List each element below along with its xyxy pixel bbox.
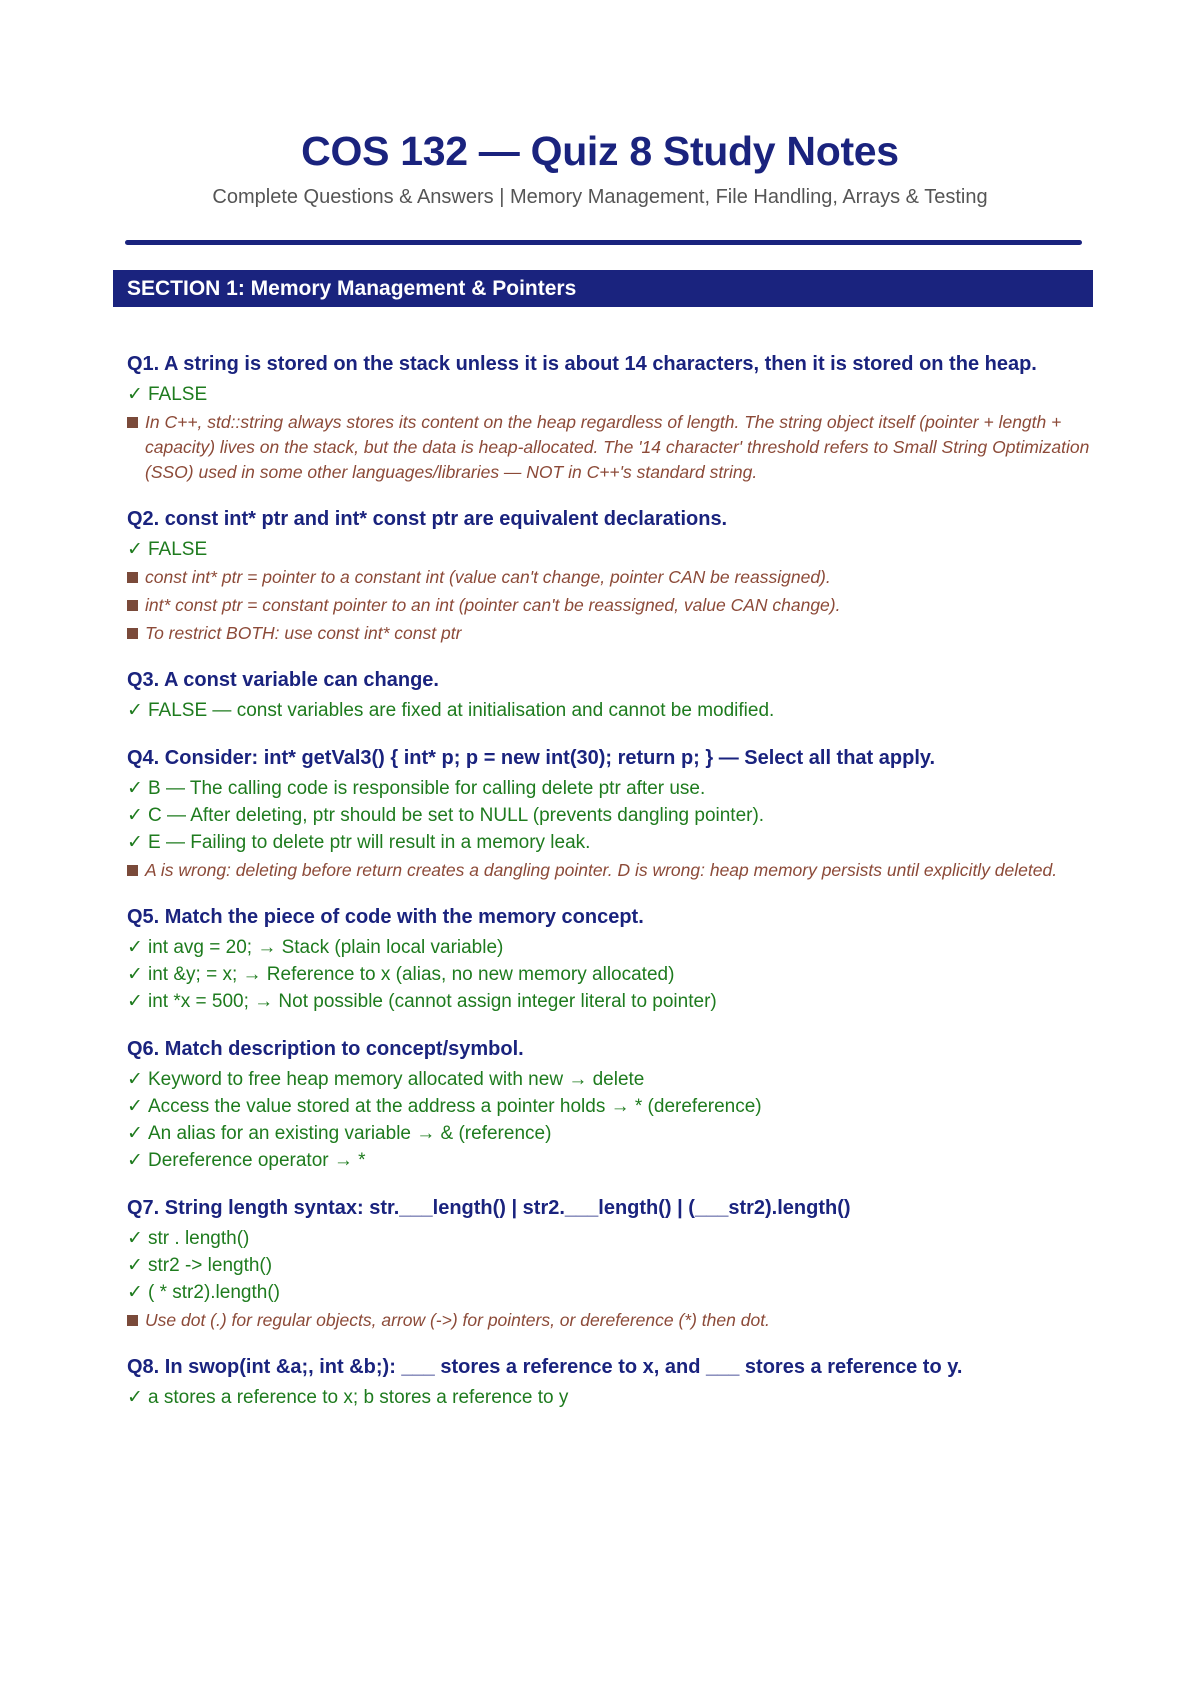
check-icon: ✓ (127, 1069, 143, 1090)
question-block (127, 668, 1097, 724)
answer-line (127, 1093, 1097, 1120)
check-icon: ✓ (127, 1123, 143, 1144)
section-header: SECTION 1: Memory Management & Pointers (113, 270, 1093, 307)
square-bullet-icon (127, 628, 138, 639)
answer-text: C — After deleting, ptr should be set to NULL (prevents dangling pointer). (148, 805, 765, 826)
check-icon: ✓ (127, 539, 143, 560)
question-list (127, 352, 1097, 1433)
question-block (127, 352, 1097, 485)
answer-text: int *x = 500; → Not possible (cannot assign integer literal to pointer) (148, 991, 717, 1012)
answer-line (127, 934, 1097, 961)
answer-text: FALSE (148, 539, 208, 560)
note-text: Use dot (.) for regular objects, arrow (->) for pointers, or dereference (*) then dot. (145, 1310, 770, 1330)
question-text: Q5. Match the piece of code with the memory concept. (127, 906, 644, 928)
answer-line (127, 381, 1097, 408)
square-bullet-icon (127, 865, 138, 876)
answer-line (127, 1147, 1097, 1174)
note-text: int* const ptr = constant pointer to an int (pointer can't be reassigned, value CAN change). (145, 595, 841, 615)
note-line (127, 858, 1097, 883)
answer-line (127, 1279, 1097, 1306)
note-line (127, 565, 1097, 590)
answer-line (127, 1384, 1097, 1411)
check-icon: ✓ (127, 1150, 143, 1171)
square-bullet-icon (127, 417, 138, 428)
answer-line (127, 697, 1097, 724)
check-icon: ✓ (127, 937, 143, 958)
answer-text: B — The calling code is responsible for calling delete ptr after use. (148, 778, 706, 799)
answer-text: int &y; = x; → Reference to x (alias, no new memory allocated) (148, 964, 675, 985)
check-icon: ✓ (127, 1255, 143, 1276)
note-line (127, 1308, 1097, 1333)
check-icon: ✓ (127, 964, 143, 985)
answer-text: str2 -> length() (148, 1255, 273, 1276)
answer-line (127, 829, 1097, 856)
question-block (127, 746, 1097, 883)
question-text: Q6. Match description to concept/symbol. (127, 1038, 524, 1060)
answer-line (127, 1252, 1097, 1279)
note-text: To restrict BOTH: use const int* const ptr (145, 623, 462, 643)
check-icon: ✓ (127, 700, 143, 721)
answer-line (127, 775, 1097, 802)
answer-text: Dereference operator → * (148, 1150, 366, 1171)
answer-line (127, 536, 1097, 563)
check-icon: ✓ (127, 1387, 143, 1408)
question-text: Q1. A string is stored on the stack unless it is about 14 characters, then it is stored on the heap. (127, 353, 1037, 375)
answer-line (127, 961, 1097, 988)
answer-text: FALSE — const variables are fixed at initialisation and cannot be modified. (148, 700, 775, 721)
question-text: Q7. String length syntax: str.___length() | str2.___length() | (___str2).length() (127, 1197, 851, 1219)
note-bullet-icon (127, 410, 145, 435)
note-line (127, 593, 1097, 618)
question-block (127, 507, 1097, 646)
answer-text: int avg = 20; → Stack (plain local variable) (148, 937, 504, 958)
answer-line (127, 1225, 1097, 1252)
check-icon: ✓ (127, 832, 143, 853)
answer-line (127, 1066, 1097, 1093)
answer-line (127, 802, 1097, 829)
note-line (127, 410, 1097, 485)
note-bullet-icon (127, 1308, 145, 1333)
answer-text: str . length() (148, 1228, 250, 1249)
note-bullet-icon (127, 593, 145, 618)
page-subtitle: Complete Questions & Answers | Memory Management, File Handling, Arrays & Testing (212, 186, 988, 208)
question-block (127, 1355, 1097, 1411)
answer-text: FALSE (148, 384, 208, 405)
check-icon: ✓ (127, 991, 143, 1012)
question-text: Q8. In swop(int &a;, int &b;): ___ stores a reference to x, and ___ stores a reference to y. (127, 1356, 963, 1378)
note-text: In C++, std::string always stores its content on the heap regardless of length. The string object itself (pointer + length + capacity) lives on the stack, but the data is heap-allocated. The '14 character' threshold refers to Small String Optimization (SSO) used in some other languages/libraries — NOT in C++'s standard string. (145, 412, 1090, 482)
question-text: Q4. Consider: int* getVal3() { int* p; p = new int(30); return p; } — Select all that apply. (127, 747, 936, 769)
note-text: A is wrong: deleting before return creates a dangling pointer. D is wrong: heap memory persists until explicitly deleted. (145, 860, 1058, 880)
answer-text: E — Failing to delete ptr will result in a memory leak. (148, 832, 591, 853)
square-bullet-icon (127, 600, 138, 611)
check-icon: ✓ (127, 778, 143, 799)
answer-text: Keyword to free heap memory allocated with new → delete (148, 1069, 645, 1090)
note-line (127, 621, 1097, 646)
answer-text: ( * str2).length() (148, 1282, 280, 1303)
answer-text: a stores a reference to x; b stores a reference to y (148, 1387, 569, 1408)
square-bullet-icon (127, 1315, 138, 1326)
answer-line (127, 1120, 1097, 1147)
answer-text: Access the value stored at the address a pointer holds → * (dereference) (148, 1096, 762, 1117)
page-title: COS 132 — Quiz 8 Study Notes (301, 128, 899, 174)
question-text: Q3. A const variable can change. (127, 669, 439, 691)
note-bullet-icon (127, 565, 145, 590)
question-text: Q2. const int* ptr and int* const ptr are equivalent declarations. (127, 508, 728, 530)
square-bullet-icon (127, 572, 138, 583)
note-bullet-icon (127, 858, 145, 883)
check-icon: ✓ (127, 1282, 143, 1303)
question-block (127, 1037, 1097, 1174)
check-icon: ✓ (127, 805, 143, 826)
title-divider (125, 240, 1082, 245)
check-icon: ✓ (127, 384, 143, 405)
answer-text: An alias for an existing variable → & (reference) (148, 1123, 552, 1144)
question-block (127, 905, 1097, 1015)
check-icon: ✓ (127, 1096, 143, 1117)
question-block (127, 1196, 1097, 1333)
answer-line (127, 988, 1097, 1015)
check-icon: ✓ (127, 1228, 143, 1249)
note-bullet-icon (127, 621, 145, 646)
note-text: const int* ptr = pointer to a constant int (value can't change, pointer CAN be reassigned). (145, 567, 831, 587)
